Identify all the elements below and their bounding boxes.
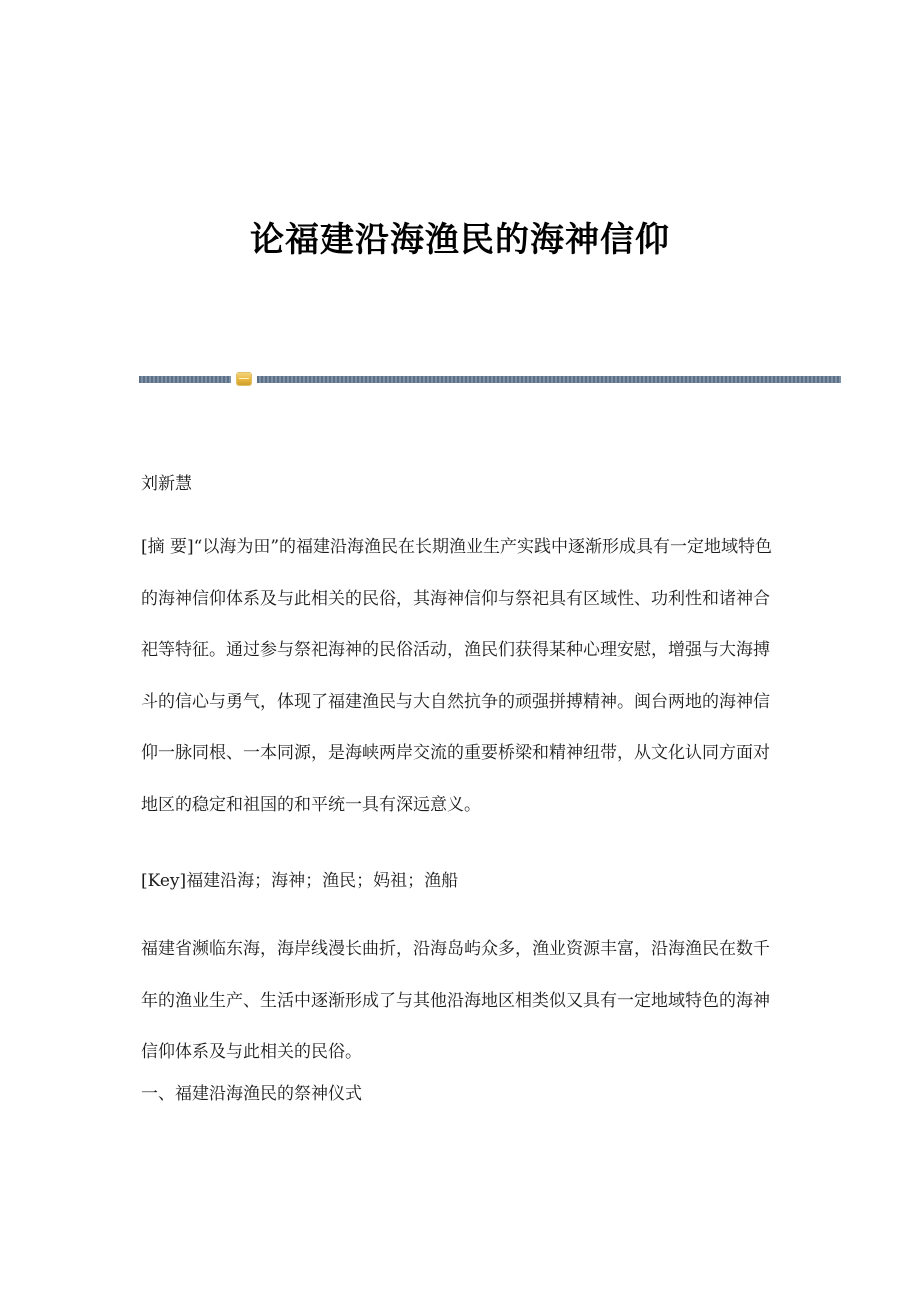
- section-heading: 一、福建沿海渔民的祭神仪式: [141, 1084, 362, 1104]
- intro-paragraph: 福建省濒临东海，海岸线漫长曲折，沿海岛屿众多，渔业资源丰富，沿海渔民在数千年的渔业生产、生活中逐渐形成了与其他沿海地区相类似又具有一定地域特色的海神信仰体系及与此相关的民俗。: [141, 939, 770, 1062]
- keywords-label: [Key]: [141, 871, 187, 891]
- divider-bar-left: [139, 376, 231, 383]
- title-divider: [139, 372, 841, 386]
- author-name: 刘新慧: [141, 474, 192, 494]
- document-title: 论福建沿海渔民的海神信仰: [250, 220, 670, 260]
- divider-ornament-icon: [237, 373, 251, 385]
- keywords-line: [141, 866, 781, 897]
- keywords-text: 福建沿海；海神；渔民；妈祖；渔船: [186, 871, 459, 891]
- abstract-text: “以海为田”的福建沿海渔民在长期渔业生产实践中逐渐形成具有一定地域特色的海神信仰体系及与此相关的民俗，其海神信仰与祭祀具有区域性、功利性和诸神合祀等特征。通过参与祭祀海神的民俗活动，渔民们获得某种心理安慰，增强与大海搏斗的信心与勇气，体现了福建渔民与大自然抗争的顽强拼搏精神。闽台两地的海神信仰一脉同根、一本同源，是海峡两岸交流的重要桥梁和精神纽带，从文化认同方面对地区的稳定和祖国的和平统一具有深远意义。: [141, 537, 773, 815]
- abstract-label: [摘 要]: [141, 537, 194, 557]
- divider-bar-right: [257, 376, 841, 383]
- abstract-paragraph: [141, 522, 781, 831]
